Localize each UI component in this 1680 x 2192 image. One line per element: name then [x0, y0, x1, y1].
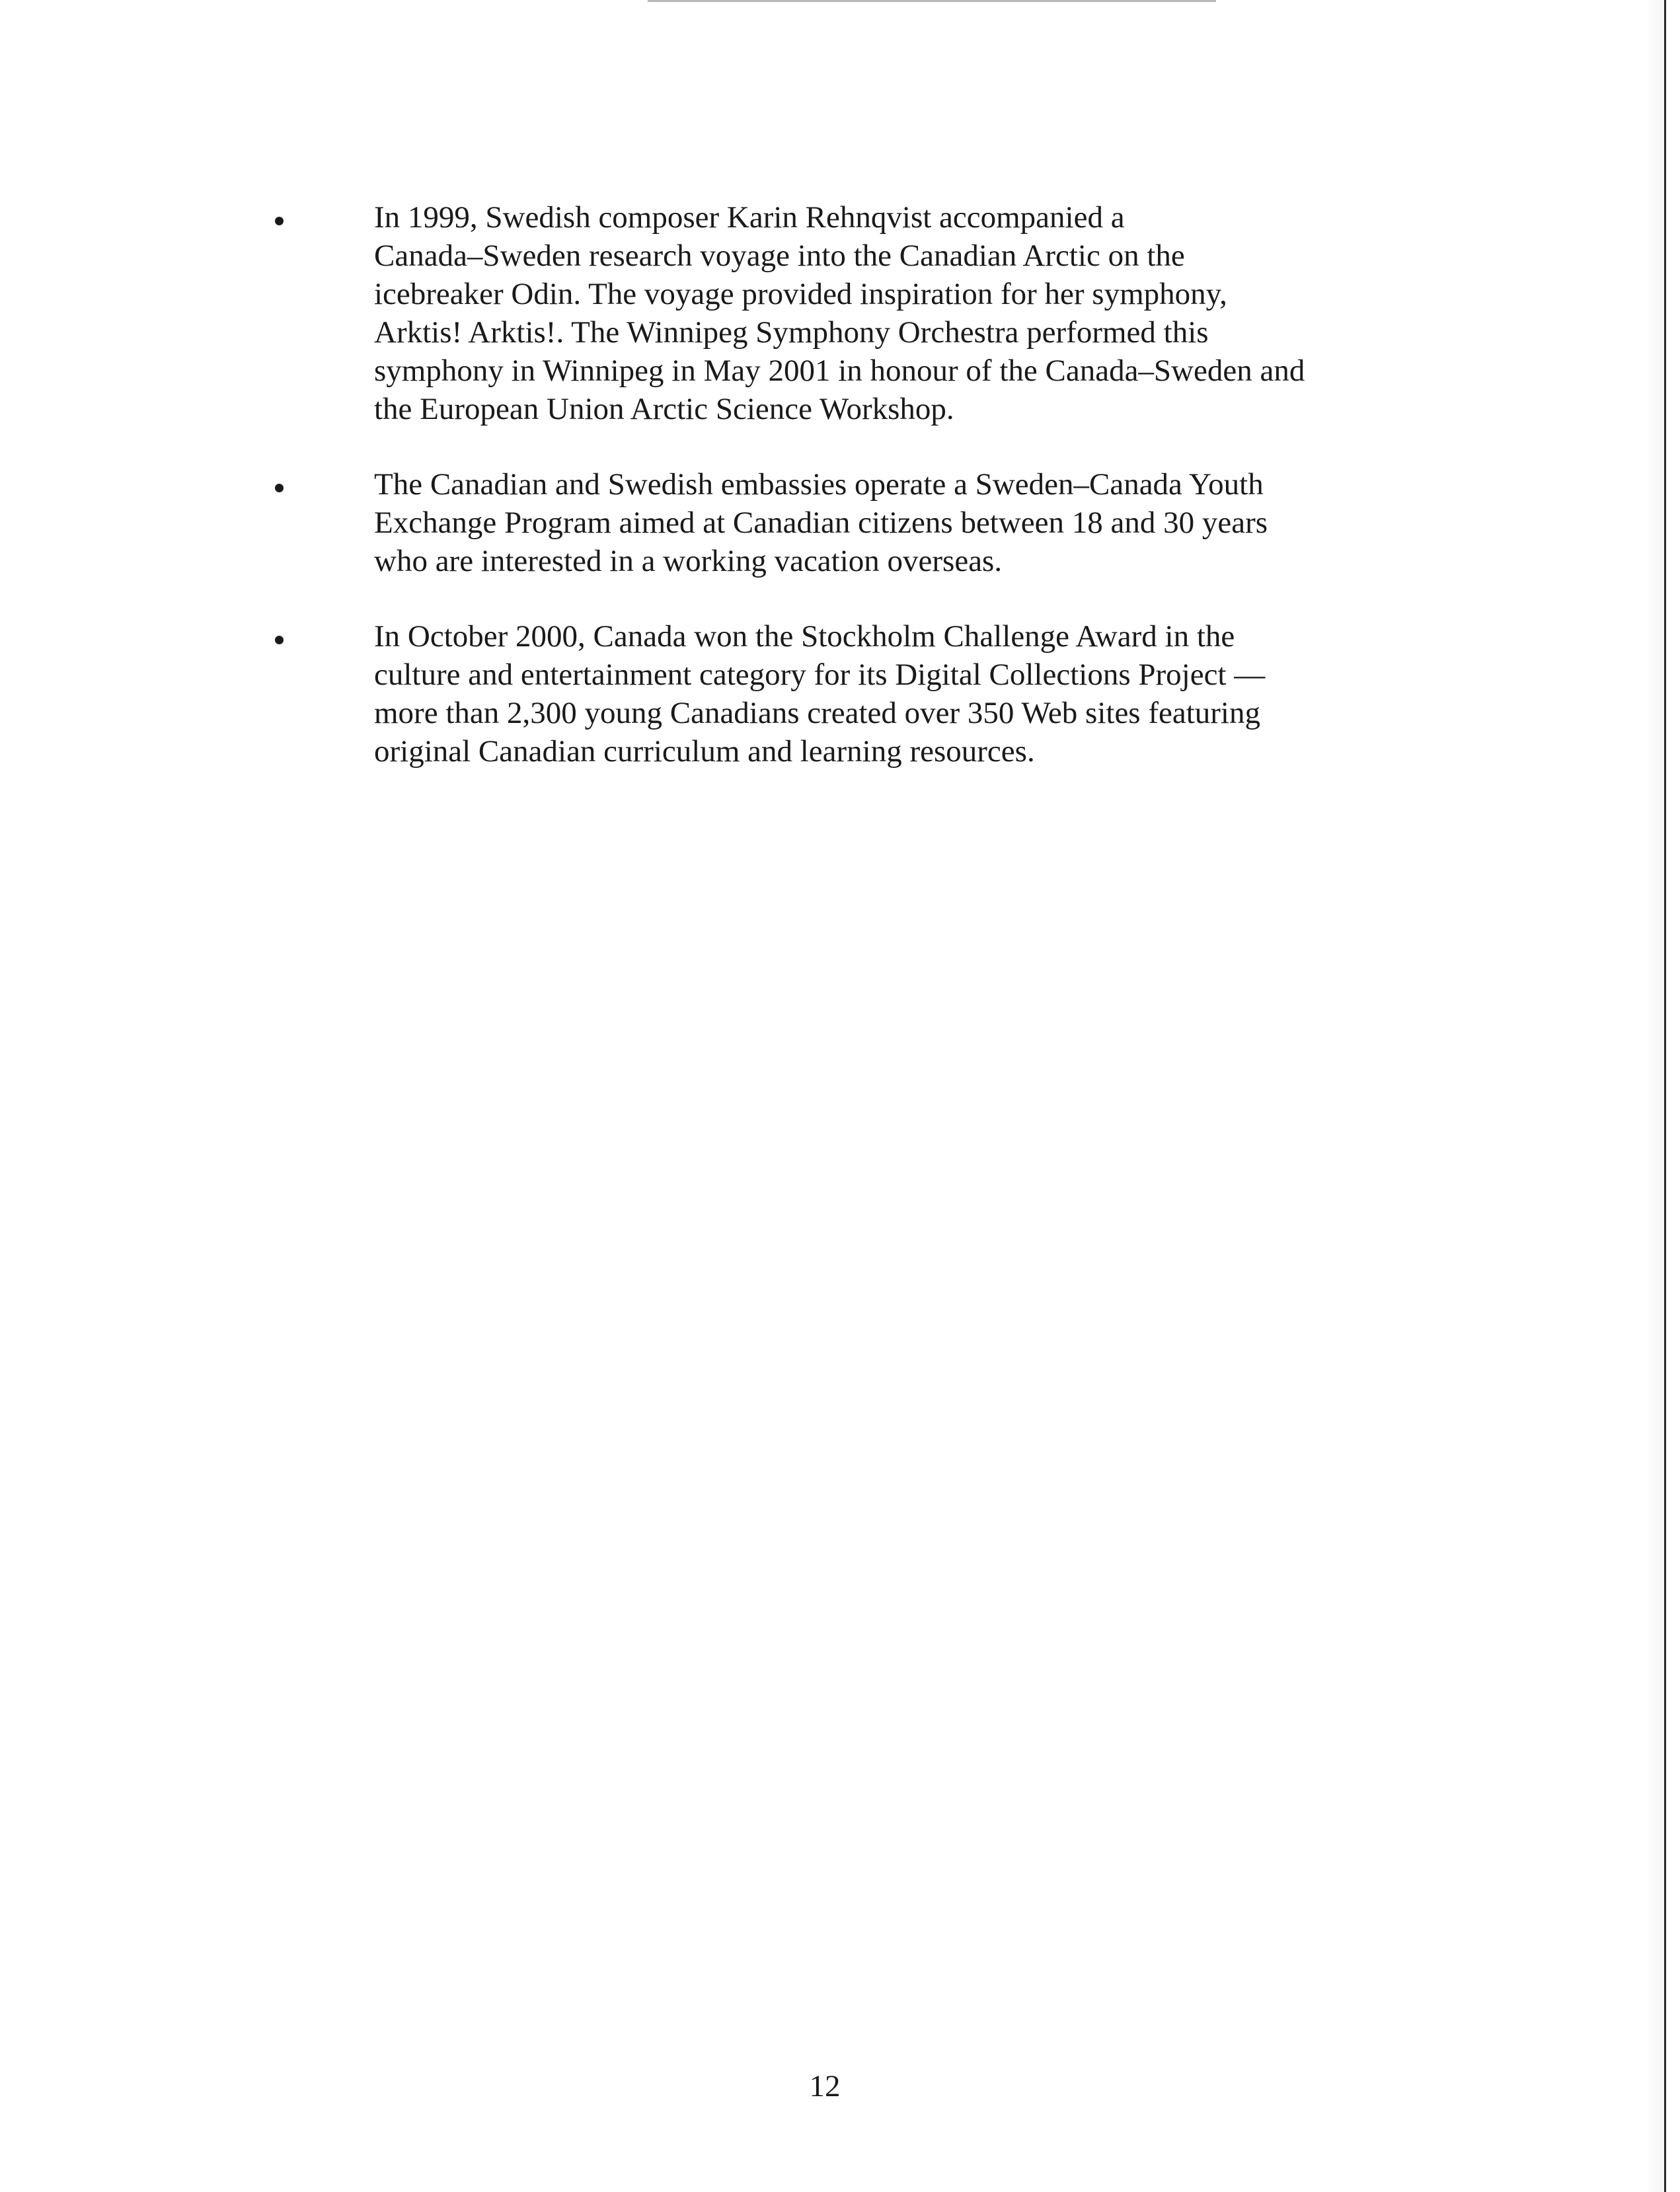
- scan-top-rule: [648, 0, 1216, 2]
- bullet-dot-icon: [275, 217, 284, 225]
- bullet-dot-icon: [275, 636, 284, 644]
- bullet-text: In 1999, Swedish composer Karin Rehnqvist accompanied a Canada–Sweden research voyage into the Canadian Arctic on the icebreaker Odin. The voyage provided inspiration for her symphony, Arktis! Arktis!. The Winnipeg Symphony Orchestra performed this symphony in Winnipeg in May 2001 in honour of the Canada–Sweden and the European Union Arctic Science Workshop.: [374, 200, 1305, 426]
- bullet-item-stockholm-award: [0, 617, 1680, 771]
- bullet-dot-icon: [275, 484, 284, 492]
- page-number: 12: [809, 2069, 841, 2103]
- bullet-text: The Canadian and Swedish embassies operate a Sweden–Canada Youth Exchange Program aimed at Canadian citizens between 18 and 30 years who are interested in a working vacation overseas.: [374, 467, 1268, 578]
- bullet-item-arctic-symphony: [0, 198, 1680, 428]
- bullet-item-youth-exchange: [0, 465, 1680, 580]
- bullet-list: [0, 198, 1680, 808]
- bullet-text: In October 2000, Canada won the Stockholm Challenge Award in the culture and entertainment category for its Digital Collections Project — more than 2,300 young Canadians created over 350 Web sites featuring original Canadian curriculum and learning resources.: [374, 619, 1266, 769]
